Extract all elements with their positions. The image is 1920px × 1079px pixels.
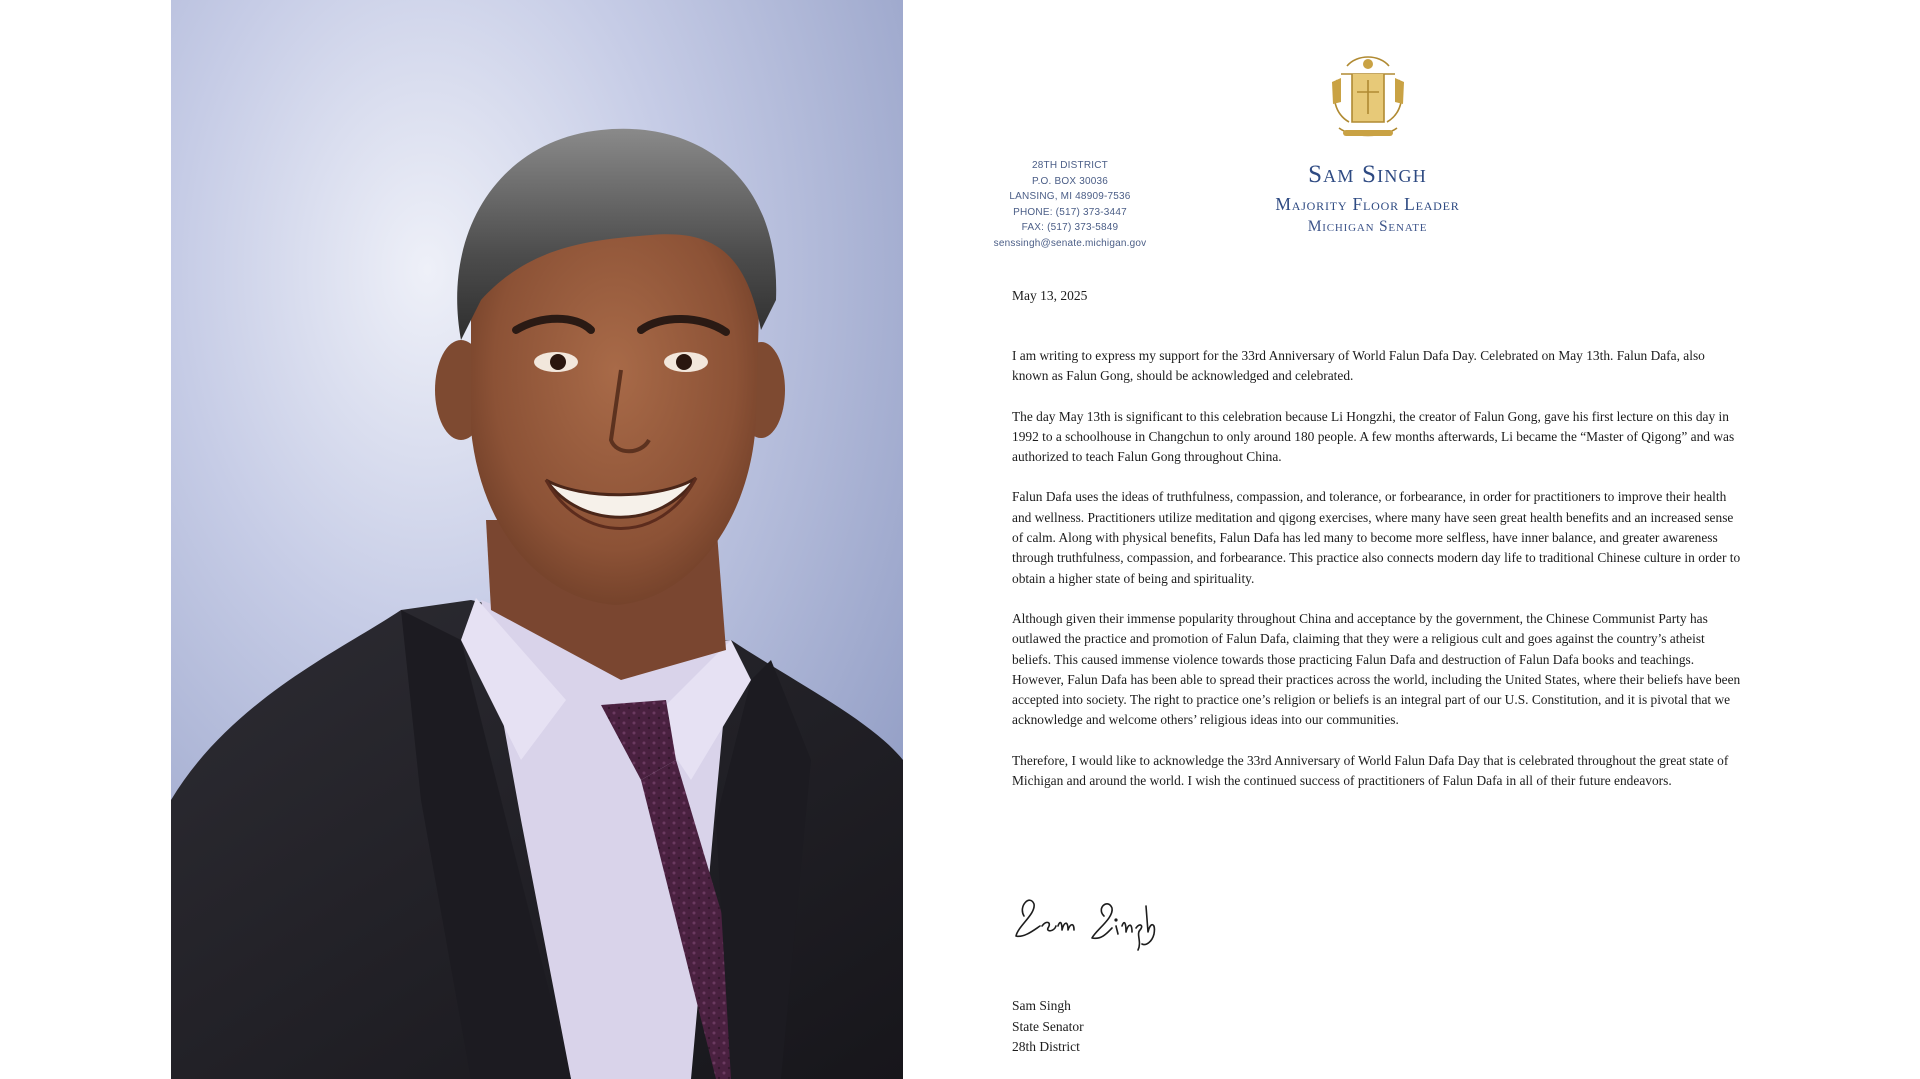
letterhead-title-block: [1240, 160, 1495, 238]
letter-paragraph-3: Falun Dafa uses the ideas of truthfulness, compassion, and tolerance, or forbearance, in order for practitioners to improve their health and wellness. Practitioners utilize meditation and qigong exercises, where many have seen great health benefits and an increased sense of calm. Along with physical benefits, Falun Dafa has led many to become more selfless, have inner balance, and greater awareness through truthfulness, compassion, and forbearance. This practice also connects modern day life to traditional Chinese culture in order to obtain a higher state of being and spirituality.: [1012, 489, 1741, 586]
contact-fax: FAX: (517) 373-5849: [1021, 222, 1119, 233]
portrait-photo: [171, 0, 903, 1079]
letter-paragraph-4: Although given their immense popularity throughout China and acceptance by the government, the Chinese Communist Party has outlawed the practice and promotion of Falun Dafa, claiming that they were a religious cult and goes against the country’s atheist beliefs. This caused immense violence towards those practicing Falun Dafa and destruction of Falun Dafa books and teachings. However, Falun Dafa has been able to spread their practices across the world, including the United States, where their beliefs have been accepted into society. The right to practice one’s religion or beliefs is an integral part of our U.S. Constitution, and it is pivotal that we acknowledge and welcome others’ religious ideas into our communities.: [1012, 610, 1741, 728]
closing-name: Sam Singh: [1012, 998, 1071, 1013]
michigan-state-seal-icon: [1327, 52, 1409, 144]
contact-block: [980, 158, 1160, 251]
letter-paragraph-2: The day May 13th is significant to this celebration because Li Hongzhi, the creator of Falun Gong, gave his first lecture on this day in 1992 to a schoolhouse in Changchun to only around 180 people. A few months afterwards, Li became the “Master of Qigong” and was authorized to teach Falun Gong throughout China.: [1012, 408, 1735, 465]
contact-email: senssingh@senate.michigan.gov: [993, 237, 1147, 249]
contact-city: LANSING, MI 48909-7536: [1009, 191, 1131, 202]
contact-district: 28TH DISTRICT: [1032, 160, 1108, 171]
handwritten-signature: [1012, 886, 1172, 956]
letter-page: [940, 0, 1780, 1079]
letterhead-chamber: Michigan Senate: [1307, 218, 1428, 235]
closing-title: State Senator: [1012, 1018, 1084, 1034]
letter-paragraph-5: Therefore, I would like to acknowledge the 33rd Anniversary of World Falun Dafa Day that is celebrated throughout the great state of Michigan and around the world. I wish the continued success of practitioners of Falun Dafa in all of their future endeavors.: [1012, 752, 1729, 789]
letterhead-name: Sam Singh: [1308, 161, 1427, 188]
closing-district: 28th District: [1012, 1039, 1080, 1054]
letter-closing: [1012, 996, 1084, 1058]
letter-body: [1012, 346, 1742, 811]
contact-phone: PHONE: (517) 373-3447: [1013, 206, 1127, 218]
letterhead-role: Majority Floor Leader: [1275, 194, 1460, 214]
portrait-illustration: [171, 0, 903, 1079]
letter-date: May 13, 2025: [1012, 288, 1088, 303]
contact-po-box: P.O. BOX 30036: [1032, 175, 1108, 187]
letter-paragraph-1: I am writing to express my support for the 33rd Anniversary of World Falun Dafa Day. Celebrated on May 13th. Falun Dafa, also known as Falun Gong, should be acknowledged and celebrated.: [1012, 348, 1705, 384]
